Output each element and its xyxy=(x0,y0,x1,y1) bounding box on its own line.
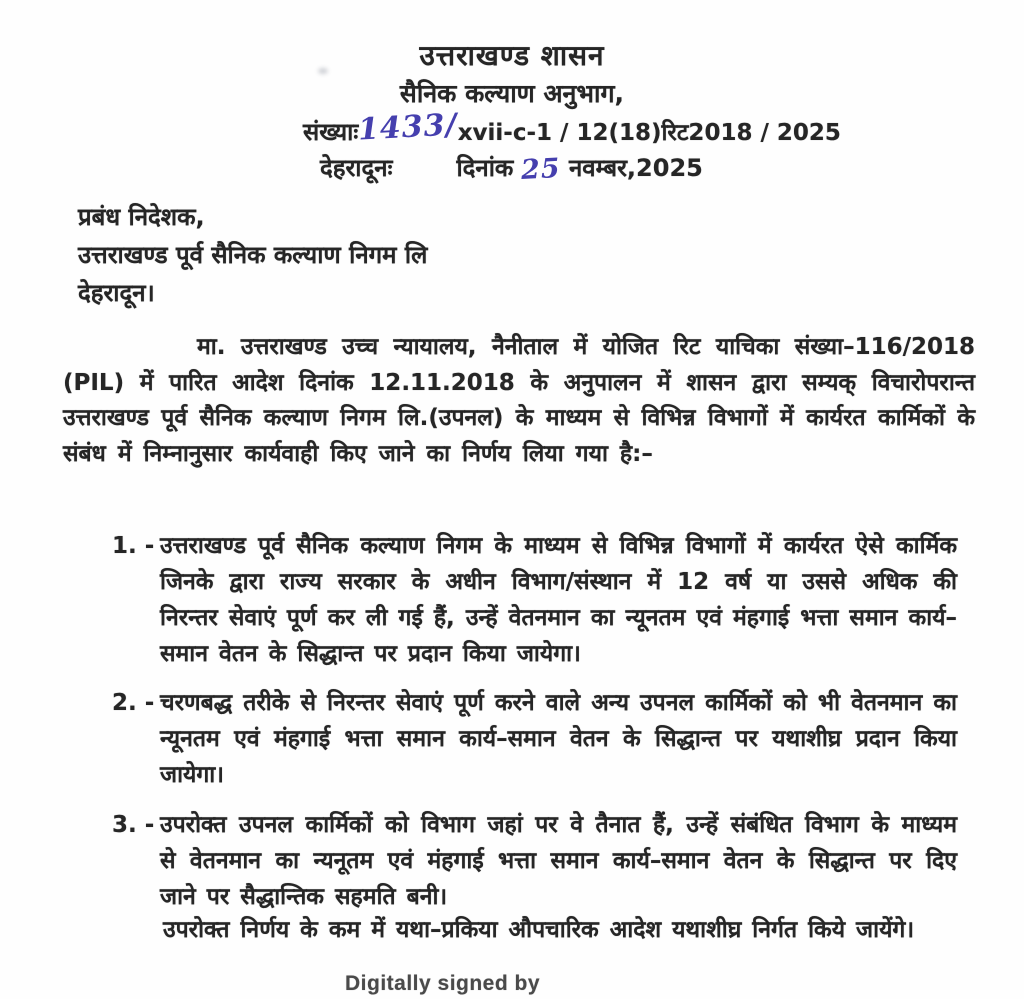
date-handwritten: 25 xyxy=(520,152,562,187)
list-item-text: उपरोक्त उपनल कार्मिकों को विभाग जहां पर वे तैनात हैं, उन्हें संबंधित विभाग के माध्यम से वेतनमान का न्यनूतम एवं मंहगाई भत्ता समान कार्य–समान वेतन के सिद्धान्त पर दिए जाने पर सैद्धान्तिक सहमति बनी। xyxy=(160,812,957,910)
letterhead-dept: सैनिक कल्याण अनुभाग, xyxy=(399,79,625,108)
date-label: दिनांक xyxy=(456,154,514,182)
list-item-text: चरणबद्ध तरीके से निरन्तर सेवाएं पूर्ण करने वाले अन्य उपनल कार्मिकों को भी वेतनमान का न्यूनतम एवं मंहगाई भत्ता समान कार्य–समान वेतन के सिद्धान्त पर यथाशीघ्र प्रदान किया जायेगा। xyxy=(160,690,957,788)
addressee-designation: प्रबंध निदेशक, xyxy=(78,203,205,231)
addressee-city: देहरादून। xyxy=(78,279,155,307)
list-item xyxy=(112,685,957,793)
reference-number-handwritten: 1433/ xyxy=(357,107,459,148)
place-date-line xyxy=(320,151,703,187)
digital-signature-note: Digitally signed by xyxy=(345,972,541,995)
list-item xyxy=(112,807,957,915)
date-rest: नवम्बर,2025 xyxy=(568,154,703,182)
list-item xyxy=(112,528,957,672)
letterhead-org: उत्तराखण्ड शासन xyxy=(419,39,605,72)
reference-number-line xyxy=(303,107,841,148)
reference-number-rest: xvii-c-1 / 12(18)रिट2018 / 2025 xyxy=(457,120,841,146)
list-item-number: 1. - xyxy=(112,533,155,559)
addressee-block xyxy=(78,198,427,312)
reference-number-label: संख्याः xyxy=(303,118,359,146)
place-label: देहरादूनः xyxy=(320,154,393,182)
intro-paragraph: मा. उत्तराखण्ड उच्च न्यायालय, नैनीताल में योजित रिट याचिका संख्या–116/2018 (PIL) में पारित आदेश दिनांक 12.11.2018 के अनुपालन में शासन द्वारा सम्यक् विचारोपरान्त उत्तराखण्ड पूर्व सैनिक कल्याण निगम लि.(उपनल) के माध्यम से विभिन्न विभागों में कार्यरत कार्मिकों के संबंध में निम्नानुसार कार्यवाही किए जाने का निर्णय लिया गया है:– xyxy=(63,334,975,467)
decision-list xyxy=(112,528,957,915)
list-item-number: 2. - xyxy=(112,690,155,716)
list-item-text: उत्तराखण्ड पूर्व सैनिक कल्याण निगम के माध्यम से विभिन्न विभागों में कार्यरत ऐसे कार्मिक जिनके द्वारा राज्य सरकार के अधीन विभाग/संस्थान में 12 वर्ष या उससे अधिक की निरन्तर सेवाएं पूर्ण कर ली गई हैं, उन्हें वेतनमान का न्यूनतम एवं मंहगाई भत्ता समान कार्य–समान वेतन के सिद्धान्त पर प्रदान किया जायेगा। xyxy=(160,533,957,667)
addressee-org: उत्तराखण्ड पूर्व सैनिक कल्याण निगम लि xyxy=(78,241,428,269)
list-item-number: 3. - xyxy=(112,812,155,838)
closing-paragraph: उपरोक्त निर्णय के कम में यथा–प्रकिया औपचारिक आदेश यथाशीघ्र निर्गत किये जायेंगे। xyxy=(163,917,915,943)
